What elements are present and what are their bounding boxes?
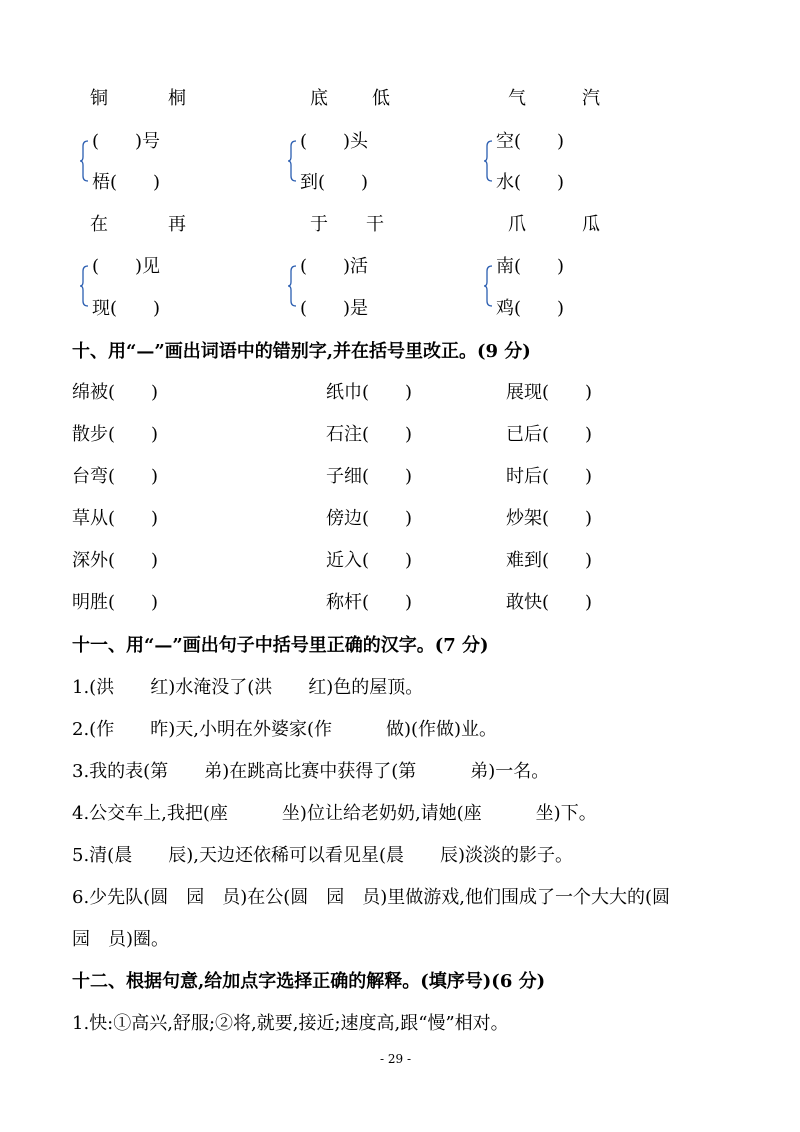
fill-line: 梧( ): [92, 172, 161, 193]
fill-line: ( )号: [92, 131, 161, 152]
word-item: 时后( ): [506, 466, 593, 487]
sentence-item: 5.清(晨 辰),天边还依稀可以看见星(晨 辰)淡淡的影子。: [72, 845, 573, 866]
fill-line: 到( ): [300, 172, 369, 193]
sentence-item: 6.少先队(圆 园 员)在公(圆 园 员)里做游戏,他们围成了一个大大的(圆: [72, 887, 671, 908]
section-10-title: 十、用“—”画出词语中的错别字,并在括号里改正。(9 分): [72, 341, 531, 362]
word-item: 傍边( ): [326, 508, 413, 529]
sentence-item: 1.(洪 红)水淹没了(洪 红)色的屋顶。: [72, 677, 424, 698]
word-item: 敢快( ): [506, 592, 593, 613]
word-item: 台弯( ): [72, 466, 159, 487]
word-item: 石注( ): [326, 424, 413, 445]
left-brace: [484, 265, 493, 307]
char-gan: 干: [366, 214, 384, 235]
char-qi-air: 气: [508, 88, 526, 109]
word-item: 纸巾( ): [326, 382, 413, 403]
word-item: 称杆( ): [326, 592, 413, 613]
word-item: 明胜( ): [72, 592, 159, 613]
sentence-item: 2.(作 昨)天,小明在外婆家(作 做)(作做)业。: [72, 719, 498, 740]
left-brace: [288, 265, 297, 307]
char-di-bottom: 底: [310, 88, 328, 109]
char-qi-steam: 汽: [582, 88, 600, 109]
left-brace: [80, 265, 89, 307]
fill-line: ( )见: [92, 256, 161, 277]
char-tong-tree: 桐: [168, 88, 186, 109]
word-item: 近入( ): [326, 550, 413, 571]
section-11-title: 十一、用“—”画出句子中括号里正确的汉字。(7 分): [72, 635, 489, 656]
word-item: 绵被( ): [72, 382, 159, 403]
word-item: 散步( ): [72, 424, 159, 445]
section-12-title: 十二、根据句意,给加点字选择正确的解释。(填序号)(6 分): [72, 971, 546, 992]
explanation-line: 1.快:①高兴,舒服;②将,就要,接近;速度高,跟“慢”相对。: [72, 1013, 509, 1034]
sentence-item: 4.公交车上,我把(座 坐)位让给老奶奶,请她(座 坐)下。: [72, 803, 597, 824]
fill-line: ( )头: [300, 131, 369, 152]
char-zai-at: 在: [90, 214, 108, 235]
char-tong: 铜: [90, 88, 108, 109]
word-item: 已后( ): [506, 424, 593, 445]
word-item: 炒架( ): [506, 508, 593, 529]
fill-line: 鸡( ): [496, 298, 565, 319]
fill-line: 南( ): [496, 256, 565, 277]
left-brace: [484, 140, 493, 182]
fill-line: 水( ): [496, 172, 565, 193]
char-di-low: 低: [372, 88, 390, 109]
fill-line: ( )是: [300, 298, 369, 319]
word-item: 子细( ): [326, 466, 413, 487]
word-item: 难到( ): [506, 550, 593, 571]
left-brace: [288, 140, 297, 182]
sentence-item: 园 员)圈。: [72, 929, 170, 950]
char-gua: 瓜: [582, 214, 600, 235]
left-brace: [80, 140, 89, 182]
fill-line: 空( ): [496, 131, 565, 152]
page-number: - 29 -: [380, 1052, 412, 1066]
word-item: 草从( ): [72, 508, 159, 529]
word-item: 深外( ): [72, 550, 159, 571]
char-yu: 于: [310, 214, 328, 235]
fill-line: ( )活: [300, 256, 369, 277]
char-zhua: 爪: [508, 214, 526, 235]
fill-line: 现( ): [92, 298, 161, 319]
word-item: 展现( ): [506, 382, 593, 403]
char-zai-again: 再: [168, 214, 186, 235]
sentence-item: 3.我的表(第 弟)在跳高比赛中获得了(第 弟)一名。: [72, 761, 550, 782]
